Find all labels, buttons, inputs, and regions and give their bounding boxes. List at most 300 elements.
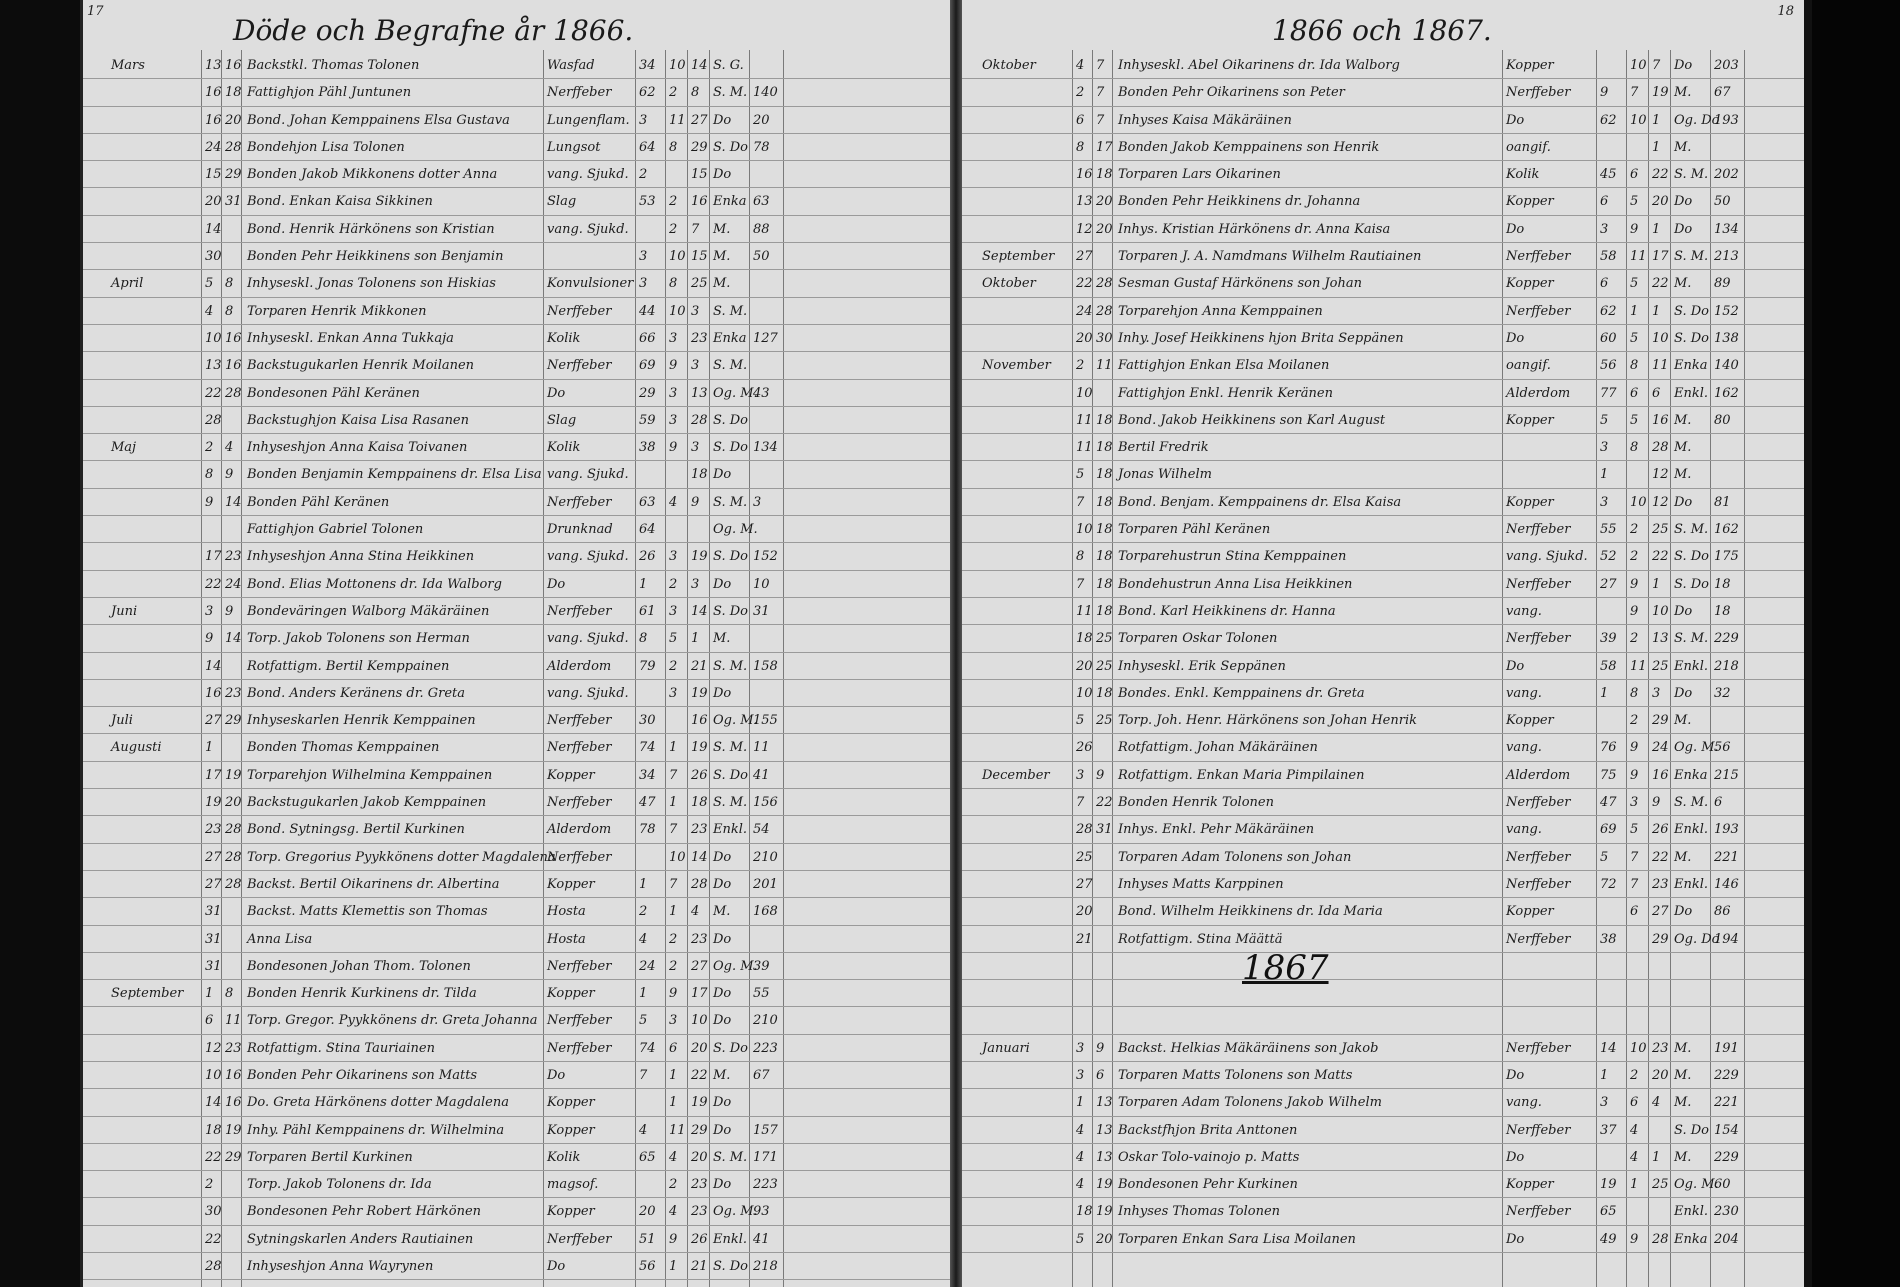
- cell-d: 2: [1076, 85, 1085, 101]
- cell-b: 28: [225, 822, 242, 838]
- cell-name: Bondesonen Pähl Keränen: [247, 385, 420, 401]
- cell-name: Torparen Henrik Mikkonen: [247, 303, 427, 319]
- cell-c2: 18: [691, 795, 708, 811]
- cell-age: 3: [1600, 1095, 1609, 1111]
- cell-c2: 3: [1652, 685, 1661, 701]
- cell-name: Bonden Henrik Tolonen: [1118, 795, 1274, 811]
- cell-d: 23: [205, 822, 222, 838]
- cell-c1: 4: [669, 1204, 678, 1220]
- table-row: [962, 953, 1804, 980]
- cell-c1: 5: [1630, 412, 1639, 428]
- cell-c2: 27: [691, 112, 708, 128]
- cell-name: Torparen J. A. Namdmans Wilhelm Rautiainen: [1118, 249, 1422, 265]
- cell-c2: 15: [691, 167, 708, 183]
- cell-cause: vang.: [1506, 685, 1542, 701]
- cell-cause: Alderdom: [547, 658, 612, 674]
- cell-name: Inhy. Pähl Kemppainens dr. Wilhelmina: [247, 1122, 505, 1138]
- cell-d: 7: [1076, 494, 1085, 510]
- cell-d: 26: [1076, 740, 1093, 756]
- cell-cause: Hosta: [547, 904, 586, 920]
- cell-name: Bonden Pehr Oikarinens son Peter: [1118, 85, 1345, 101]
- cell-name: Do. Greta Härkönens dotter Magdalena: [247, 1095, 509, 1111]
- cell-no: 31: [753, 603, 770, 619]
- cell-no: 210: [753, 1013, 778, 1029]
- cell-b: 9: [1096, 1040, 1105, 1056]
- table-row: [962, 1007, 1804, 1034]
- cell-age: 24: [639, 958, 656, 974]
- table-row: [962, 598, 1804, 625]
- cell-c1: 10: [669, 303, 686, 319]
- cell-name: Inhyseskl. Enkan Anna Tukkaja: [247, 330, 454, 346]
- cell-name: Sesman Gustaf Härkönens son Johan: [1118, 276, 1362, 292]
- cell-d: 9: [205, 631, 214, 647]
- cell-civ: S. Do: [1674, 303, 1709, 319]
- right-page: [962, 0, 1812, 1287]
- cell-civ: Enka: [1674, 767, 1708, 783]
- cell-age: 3: [639, 112, 648, 128]
- table-row: [83, 571, 953, 598]
- table-row: [83, 680, 953, 707]
- cell-age: 45: [1600, 167, 1617, 183]
- cell-name: Inhys. Enkl. Pehr Mäkäräinen: [1118, 822, 1315, 838]
- cell-c1: 10: [669, 249, 686, 265]
- cell-b: 8: [225, 276, 234, 292]
- cell-c1: 3: [669, 385, 678, 401]
- cell-name: Rotfattigm. Bertil Kemppainen: [247, 658, 450, 674]
- table-row: [962, 980, 1804, 1007]
- cell-b: 29: [225, 1149, 242, 1165]
- cell-civ: Enkl.: [1674, 658, 1709, 674]
- table-row: [83, 1253, 953, 1280]
- cell-no: 155: [753, 713, 778, 729]
- cell-no: 204: [1714, 1231, 1739, 1247]
- cell-d: 28: [205, 1259, 222, 1275]
- cell-cause: Nerffeber: [547, 494, 612, 510]
- table-row: [962, 352, 1804, 379]
- cell-civ: Og. M.: [713, 958, 758, 974]
- cell-name: Inhyseskarlen Henrik Kemppainen: [247, 713, 476, 729]
- cell-c1: 6: [669, 1040, 678, 1056]
- cell-c2: 11: [1652, 358, 1669, 374]
- cell-d: 15: [205, 167, 222, 183]
- cell-name: Inhy. Josef Heikkinens hjon Brita Seppänen: [1118, 330, 1404, 346]
- scan-edge: [1812, 0, 1900, 1287]
- table-row: [962, 434, 1804, 461]
- cell-c1: 9: [1630, 1231, 1639, 1247]
- cell-b: 13: [1096, 1149, 1113, 1165]
- cell-no: 50: [1714, 194, 1731, 210]
- cell-c2: 22: [691, 1067, 708, 1083]
- cell-c2: 13: [691, 385, 708, 401]
- table-row: [83, 352, 953, 379]
- cell-d: 18: [1076, 1204, 1093, 1220]
- cell-civ: Do: [713, 467, 732, 483]
- cell-c2: 20: [1652, 194, 1669, 210]
- cell-no: 162: [1714, 522, 1739, 538]
- cell-no: 152: [753, 549, 778, 565]
- cell-no: 89: [1714, 276, 1731, 292]
- cell-cause: Kolik: [1506, 167, 1540, 183]
- cell-name: Bonden Jakob Kemppainens son Henrik: [1118, 139, 1380, 155]
- cell-d: 16: [205, 85, 222, 101]
- cell-no: 11: [753, 740, 770, 756]
- cell-b: 25: [1096, 631, 1113, 647]
- cell-c1: 10: [1630, 58, 1647, 73]
- cell-no: 140: [753, 85, 778, 101]
- table-row: [962, 543, 1804, 570]
- cell-cause: vang.: [1506, 822, 1542, 838]
- cell-name: Inhyseshjon Anna Wayrynen: [247, 1259, 434, 1275]
- cell-age: 53: [639, 194, 656, 210]
- cell-month: September: [982, 249, 1055, 265]
- table-row: [83, 161, 953, 188]
- cell-d: 27: [1076, 876, 1093, 892]
- cell-age: 66: [639, 330, 656, 346]
- cell-age: 58: [1600, 249, 1617, 265]
- cell-age: 1: [639, 986, 648, 1002]
- cell-b: 31: [225, 194, 242, 210]
- cell-civ: S. Do: [1674, 576, 1709, 592]
- cell-no: 80: [1714, 412, 1731, 428]
- cell-c2: 25: [691, 276, 708, 292]
- cell-c2: 19: [691, 549, 708, 565]
- cell-b: 20: [225, 112, 242, 128]
- cell-no: 191: [1714, 1040, 1739, 1056]
- cell-c2: 17: [691, 986, 708, 1002]
- cell-cause: Nerffeber: [1506, 1204, 1571, 1220]
- cell-age: 62: [639, 85, 656, 101]
- cell-civ: Enkl.: [1674, 822, 1709, 838]
- cell-c2: 26: [691, 767, 708, 783]
- cell-name: Sytningskarlen Anders Rautiainen: [247, 1231, 474, 1247]
- cell-name: Torparehjon Anna Kemppainen: [1118, 303, 1323, 319]
- cell-cause: Do: [1506, 658, 1525, 674]
- cell-c1: 7: [669, 876, 678, 892]
- cell-age: 74: [639, 740, 656, 756]
- table-row: [962, 1144, 1804, 1171]
- cell-age: 72: [1600, 876, 1617, 892]
- cell-civ: Do: [713, 167, 732, 183]
- cell-no: 39: [753, 958, 770, 974]
- cell-name: Bond. Karl Heikkinens dr. Hanna: [1118, 603, 1336, 619]
- cell-c2: 14: [691, 849, 708, 865]
- cell-no: 41: [753, 1231, 770, 1247]
- book-gutter: [950, 0, 962, 1287]
- cell-c1: 2: [669, 221, 678, 237]
- cell-b: 20: [225, 795, 242, 811]
- cell-age: 38: [1600, 931, 1617, 947]
- cell-b: 8: [225, 986, 234, 1002]
- cell-c2: 26: [1652, 822, 1669, 838]
- cell-c2: 25: [1652, 522, 1669, 538]
- cell-civ: S. M.: [713, 85, 748, 101]
- cell-civ: M.: [1674, 412, 1692, 428]
- cell-c2: 29: [1652, 931, 1669, 947]
- cell-age: 27: [1600, 576, 1617, 592]
- cell-name: Inhyses Matts Karppinen: [1118, 876, 1284, 892]
- cell-no: 6: [1714, 795, 1723, 811]
- cell-age: 34: [639, 767, 656, 783]
- cell-civ: M.: [1674, 276, 1692, 292]
- cell-name: Bond. Elias Mottonens dr. Ida Walborg: [247, 576, 502, 592]
- cell-age: 4: [639, 931, 648, 947]
- table-row: [962, 270, 1804, 297]
- cell-civ: Do: [1674, 904, 1693, 920]
- cell-c2: 19: [691, 740, 708, 756]
- cell-c2: 3: [691, 440, 700, 456]
- cell-c1: 6: [1630, 385, 1639, 401]
- table-row: [83, 489, 953, 516]
- cell-civ: Enkl.: [1674, 876, 1709, 892]
- cell-civ: Enka: [1674, 1231, 1708, 1247]
- cell-c2: 16: [691, 194, 708, 210]
- cell-c2: 16: [691, 713, 708, 729]
- cell-no: 10: [753, 576, 770, 592]
- cell-d: 22: [205, 1231, 222, 1247]
- cell-b: 28: [225, 385, 242, 401]
- cell-c2: 3: [691, 576, 700, 592]
- cell-civ: Og. M.: [1674, 740, 1719, 756]
- cell-name: Torp. Jakob Tolonens son Herman: [247, 631, 470, 647]
- table-row: [83, 707, 953, 734]
- cell-no: 88: [753, 221, 770, 237]
- cell-c1: 10: [1630, 494, 1647, 510]
- cell-age: 2: [639, 167, 648, 183]
- table-row: [83, 953, 953, 980]
- cell-d: 20: [1076, 330, 1093, 346]
- table-row: [83, 653, 953, 680]
- cell-d: 27: [205, 849, 222, 865]
- table-row: [83, 789, 953, 816]
- cell-name: Torparen Adam Tolonens Jakob Wilhelm: [1118, 1095, 1382, 1111]
- table-row: [962, 325, 1804, 352]
- cell-b: 19: [1096, 1177, 1113, 1193]
- cell-civ: M.: [1674, 849, 1692, 865]
- cell-civ: Enkl.: [713, 822, 748, 838]
- table-row: [83, 79, 953, 106]
- cell-c2: 1: [1652, 221, 1661, 237]
- cell-cause: Kopper: [1506, 194, 1554, 210]
- cell-c2: 12: [1652, 467, 1669, 483]
- cell-month: December: [982, 767, 1050, 783]
- cell-civ: Enka: [713, 194, 747, 210]
- cell-c1: 11: [669, 112, 686, 128]
- cell-civ: M.: [1674, 1067, 1692, 1083]
- cell-civ: S. M.: [713, 740, 748, 756]
- cell-b: 29: [225, 167, 242, 183]
- cell-c2: 24: [1652, 740, 1669, 756]
- cell-c2: 29: [1652, 713, 1669, 729]
- cell-d: 22: [205, 576, 222, 592]
- cell-b: 18: [1096, 494, 1113, 510]
- cell-no: 18: [1714, 603, 1731, 619]
- cell-no: 157: [753, 1122, 778, 1138]
- cell-cause: Slag: [547, 412, 577, 428]
- cell-c1: 9: [1630, 740, 1639, 756]
- cell-no: 43: [753, 385, 770, 401]
- cell-c2: 19: [691, 1095, 708, 1111]
- table-row: [83, 270, 953, 297]
- left-page: [80, 0, 953, 1287]
- cell-c2: 1: [1652, 1149, 1661, 1165]
- cell-b: 28: [225, 849, 242, 865]
- table-row: [962, 407, 1804, 434]
- cell-c2: 9: [1652, 795, 1661, 811]
- cell-c1: 9: [669, 986, 678, 1002]
- cell-no: 50: [753, 249, 770, 265]
- cell-c2: 9: [691, 494, 700, 510]
- cell-c1: 1: [669, 1067, 678, 1083]
- cell-month: November: [982, 358, 1051, 374]
- cell-d: 11: [1076, 412, 1093, 428]
- cell-age: 55: [1600, 522, 1617, 538]
- cell-name: Bertil Fredrik: [1118, 440, 1209, 456]
- right-page-heading: 1866 och 1867.: [1272, 14, 1492, 47]
- table-row: [962, 1226, 1804, 1253]
- cell-civ: S. Do: [713, 603, 748, 619]
- cell-age: 3: [639, 276, 648, 292]
- cell-b: 16: [225, 58, 242, 73]
- cell-c1: 6: [1630, 1095, 1639, 1111]
- cell-cause: Nerffeber: [547, 1040, 612, 1056]
- cell-d: 1: [205, 986, 214, 1002]
- cell-cause: Nerffeber: [1506, 576, 1571, 592]
- cell-age: 38: [639, 440, 656, 456]
- cell-name: Bond. Henrik Härkönens son Kristian: [247, 221, 495, 237]
- cell-no: 221: [1714, 1095, 1739, 1111]
- cell-name: Inhyseshjon Anna Kaisa Toivanen: [247, 440, 468, 456]
- cell-civ: S. Do: [713, 549, 748, 565]
- cell-name: Inhyseskl. Erik Seppänen: [1118, 658, 1286, 674]
- cell-b: 30: [1096, 330, 1113, 346]
- cell-civ: M.: [1674, 139, 1692, 155]
- cell-b: 20: [1096, 221, 1113, 237]
- cell-civ: S. M.: [713, 494, 748, 510]
- cell-cause: Nerffeber: [1506, 249, 1571, 265]
- cell-no: 210: [753, 849, 778, 865]
- cell-c2: 28: [1652, 440, 1669, 456]
- cell-b: 18: [1096, 522, 1113, 538]
- cell-cause: Hosta: [547, 931, 586, 947]
- cell-d: 22: [1076, 276, 1093, 292]
- table-row: [83, 516, 953, 543]
- cell-d: 2: [205, 440, 214, 456]
- cell-cause: Kopper: [1506, 494, 1554, 510]
- left-entries: [83, 52, 953, 1280]
- cell-month: Mars: [111, 58, 145, 73]
- table-row: [83, 734, 953, 761]
- cell-civ: Do: [713, 1013, 732, 1029]
- cell-c1: 11: [1630, 658, 1647, 674]
- cell-cause: Nerffeber: [547, 1231, 612, 1247]
- table-row: [962, 134, 1804, 161]
- cell-d: 7: [1076, 576, 1085, 592]
- cell-c2: 3: [691, 358, 700, 374]
- cell-month: September: [111, 986, 184, 1002]
- cell-c2: 28: [691, 412, 708, 428]
- cell-age: 9: [1600, 85, 1609, 101]
- cell-name: Bonden Pähl Keränen: [247, 494, 390, 510]
- cell-cause: vang. Sjukd.: [547, 685, 629, 701]
- cell-civ: Do: [1674, 221, 1693, 237]
- cell-b: 28: [1096, 276, 1113, 292]
- table-row: [962, 789, 1804, 816]
- cell-name: Torparen Lars Oikarinen: [1118, 167, 1281, 183]
- cell-c2: 14: [691, 603, 708, 619]
- cell-month: Oktober: [982, 58, 1036, 73]
- cell-c2: 23: [1652, 1040, 1669, 1056]
- cell-d: 14: [205, 221, 222, 237]
- cell-civ: Enkl.: [1674, 385, 1709, 401]
- cell-d: 2: [205, 1177, 214, 1193]
- cell-name: Torparen Oskar Tolonen: [1118, 631, 1278, 647]
- table-row: [83, 871, 953, 898]
- cell-c1: 5: [1630, 822, 1639, 838]
- cell-civ: M.: [1674, 1095, 1692, 1111]
- cell-c2: 21: [691, 1259, 708, 1275]
- table-row: [83, 898, 953, 925]
- cell-c2: 23: [691, 1177, 708, 1193]
- cell-name: Bond. Sytningsg. Bertil Kurkinen: [247, 822, 465, 838]
- cell-civ: Do: [713, 849, 732, 865]
- cell-name: Inhys. Kristian Härkönens dr. Anna Kaisa: [1118, 221, 1391, 237]
- cell-b: 13: [1096, 1095, 1113, 1111]
- cell-c1: 3: [669, 1013, 678, 1029]
- cell-age: 4: [639, 1122, 648, 1138]
- cell-age: 49: [1600, 1231, 1617, 1247]
- table-row: [962, 707, 1804, 734]
- cell-cause: Kolik: [547, 440, 581, 456]
- table-row: [962, 489, 1804, 516]
- table-row: [83, 52, 953, 79]
- cell-no: 146: [1714, 876, 1739, 892]
- cell-b: 28: [1096, 303, 1113, 319]
- cell-c2: 22: [1652, 849, 1669, 865]
- cell-civ: Og. M.: [713, 385, 758, 401]
- cell-d: 6: [1076, 112, 1085, 128]
- cell-b: 16: [225, 330, 242, 346]
- cell-cause: Nerffeber: [547, 958, 612, 974]
- cell-no: 41: [753, 767, 770, 783]
- cell-c1: 2: [669, 958, 678, 974]
- cell-b: 23: [225, 685, 242, 701]
- cell-d: 4: [1076, 1122, 1085, 1138]
- cell-c2: 16: [1652, 412, 1669, 428]
- cell-c2: 22: [1652, 549, 1669, 565]
- cell-age: 6: [1600, 194, 1609, 210]
- cell-d: 4: [1076, 1177, 1085, 1193]
- cell-b: 19: [225, 767, 242, 783]
- cell-cause: Nerffeber: [1506, 876, 1571, 892]
- table-row: [83, 1171, 953, 1198]
- cell-civ: S. M.: [713, 303, 748, 319]
- cell-b: 18: [1096, 603, 1113, 619]
- table-row: [962, 898, 1804, 925]
- cell-c1: 1: [669, 904, 678, 920]
- cell-d: 31: [205, 958, 222, 974]
- cell-cause: Alderdom: [547, 822, 612, 838]
- cell-age: 52: [1600, 549, 1617, 565]
- cell-d: 31: [205, 931, 222, 947]
- cell-c1: 5: [1630, 330, 1639, 346]
- cell-c1: 1: [669, 795, 678, 811]
- cell-c2: 25: [1652, 1177, 1669, 1193]
- cell-c1: 11: [1630, 249, 1647, 265]
- cell-age: 3: [1600, 440, 1609, 456]
- cell-b: 14: [225, 631, 242, 647]
- cell-d: 30: [205, 249, 222, 265]
- cell-b: 11: [225, 1013, 242, 1029]
